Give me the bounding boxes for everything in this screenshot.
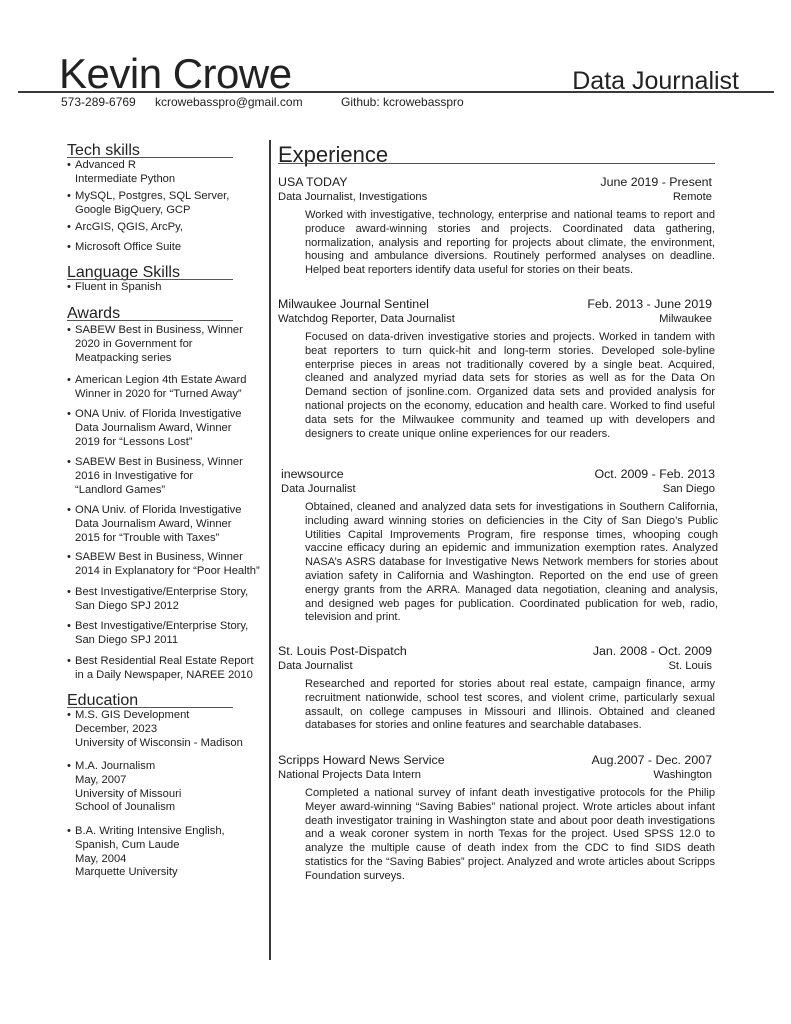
bullet: • (67, 374, 71, 386)
employer-name: USA TODAY (278, 175, 348, 189)
item-text (75, 159, 265, 187)
education-item (67, 760, 267, 815)
item-line: 2015 for “Trouble with Taxes” (75, 531, 220, 544)
employer-name: Scripps Howard News Service (278, 753, 445, 767)
item-text (75, 241, 265, 255)
item-line: M.A. Journalism (75, 760, 156, 772)
phone-number: 573-289-6769 (61, 95, 136, 109)
item-line: American Legion 4th Estate Award (75, 374, 247, 386)
item-line: Intermediate Python (75, 172, 176, 185)
bullet: • (67, 551, 71, 563)
job-title: Data Journalist (572, 67, 739, 95)
employer-name: inewsource (281, 467, 344, 481)
item-line: B.A. Writing Intensive English, (75, 825, 225, 837)
employer-name: St. Louis Post-Dispatch (278, 644, 407, 658)
item-text (75, 190, 265, 218)
item-line: May, 2007 (75, 773, 127, 786)
bullet: • (67, 620, 71, 632)
item-line: Meatpacking series (75, 351, 172, 364)
job-description: Obtained, cleaned and analyzed data sets for investigations in Southern California, including award winning stories on deficiencies in the City of San Diego’s Public Utilities Capital Improvements Program, fire response times, whooping cough vaccine efficacy during an epidemic and immunization exemption rates. Analyzed NASA’s ASRS database for Investigative News Network members for stories about aviation safety in California and Washington. Reported on the end use of green energy grants from the ARRA. Managed data negotiation, cleaning and analysis, and designed web pages for publication. Coordinated publication for web, radio, television and print. (305, 501, 718, 624)
job-location: San Diego (662, 483, 715, 495)
item-text (75, 456, 265, 497)
job-header (278, 297, 715, 312)
item-line: in a Daily Newspaper, NAREE 2010 (75, 668, 253, 681)
job-dates: Aug.2007 - Dec. 2007 (591, 753, 712, 767)
education-heading: Education (67, 692, 139, 709)
tech-item (67, 221, 267, 235)
education-item (67, 825, 267, 880)
job-dates: June 2019 - Present (600, 175, 712, 189)
tech-heading: Tech skills (67, 142, 140, 159)
item-text (75, 760, 265, 815)
job-header (278, 644, 715, 659)
item-text (75, 655, 265, 683)
bullet: • (67, 324, 71, 336)
awards-item (67, 456, 267, 497)
job-dates: Jan. 2008 - Oct. 2009 (592, 644, 712, 658)
language-heading-rule (67, 279, 233, 280)
job-subheader (278, 190, 715, 204)
bullet: • (67, 241, 71, 253)
job-header (281, 467, 718, 482)
item-line: Data Journalism Award, Winner (75, 421, 232, 434)
item-line: ONA Univ. of Florida Investigative (75, 504, 242, 516)
awards-item (67, 324, 267, 365)
job-entry (278, 297, 715, 441)
tech-heading-rule (67, 157, 233, 158)
item-text (75, 374, 265, 402)
job-role: Data Journalist (281, 483, 356, 495)
item-line: San Diego SPJ 2012 (75, 599, 179, 612)
awards-heading-rule (67, 320, 233, 321)
job-role: Data Journalist (278, 660, 353, 672)
job-subheader (278, 312, 715, 326)
item-line: May, 2004 (75, 852, 127, 865)
item-line: 2016 in Investigative for (75, 469, 194, 482)
item-line: Microsoft Office Suite (75, 241, 182, 253)
bullet: • (67, 408, 71, 420)
job-role: Watchdog Reporter, Data Journalist (278, 313, 455, 325)
bullet: • (67, 456, 71, 468)
item-line: School of Jounalism (75, 801, 176, 814)
item-line: 2019 for “Lessons Lost” (75, 435, 193, 448)
bullet: • (67, 159, 71, 171)
awards-item (67, 551, 267, 579)
item-line: Winner in 2020 for “Turned Away” (75, 387, 242, 400)
job-header (278, 175, 715, 190)
job-role: National Projects Data Intern (278, 769, 422, 781)
tech-item (67, 241, 267, 255)
item-line: ArcGIS, QGIS, ArcPy, (75, 221, 183, 233)
item-line: Google BigQuery, GCP (75, 203, 191, 216)
github-handle: Github: kcrowebasspro (341, 95, 464, 109)
item-text (75, 281, 265, 295)
bullet: • (67, 281, 71, 293)
column-divider (269, 140, 271, 960)
item-text (75, 504, 265, 545)
item-text (75, 620, 265, 648)
item-line: SABEW Best in Business, Winner (75, 551, 243, 563)
item-line: Marquette University (75, 866, 178, 879)
language-heading: Language Skills (67, 264, 180, 281)
bullet: • (67, 760, 71, 772)
bullet: • (67, 709, 71, 721)
tech-item (67, 159, 267, 187)
job-role: Data Journalist, Investigations (278, 191, 428, 203)
item-line: 2014 in Explanatory for “Poor Health” (75, 564, 260, 577)
job-location: Milwaukee (659, 313, 712, 325)
item-line: Best Investigative/Enterprise Story, (75, 620, 249, 632)
job-subheader (278, 768, 715, 782)
item-line: San Diego SPJ 2011 (75, 633, 179, 646)
job-entry (278, 644, 715, 733)
item-text (75, 709, 265, 750)
item-line: Spanish, Cum Laude (75, 838, 180, 851)
item-line: University of Wisconsin - Madison (75, 736, 243, 749)
awards-item (67, 655, 267, 683)
bullet: • (67, 221, 71, 233)
bullet: • (67, 586, 71, 598)
job-dates: Feb. 2013 - June 2019 (587, 297, 712, 311)
item-line: MySQL, Postgres, SQL Server, (75, 190, 230, 202)
resume-name: Kevin Crowe (59, 50, 292, 97)
header-divider (18, 91, 774, 93)
job-entry (281, 467, 718, 625)
job-subheader (278, 659, 715, 673)
job-description: Worked with investigative, technology, enterprise and national teams to report and produce award-winning stories and projects. Coordinated data gathering, normalization, analysis and reporting for projects about climate, the environment, housing and ambulance diversions. Routinely performed analyses on deadline. Helped beat reporters identify data useful for stories on their beats. (305, 209, 715, 277)
item-line: SABEW Best in Business, Winner (75, 456, 243, 468)
job-dates: Oct. 2009 - Feb. 2013 (594, 467, 715, 481)
item-text (75, 551, 265, 579)
item-line: Fluent in Spanish (75, 281, 162, 293)
job-description: Completed a national survey of infant death investigative protocols for the Philip Meyer award-winning “Saving Babies” national project. Wrote articles about infant death investigator training in Washington state and about poor death investigations and a weak coroner system in north Texas for the project. Used SPSS 12.0 to analyze the multiple cause of death index from the CDC to find SIDS death statistics for the “Saving Babies” project. Analyzed and wrote articles about Scripps Foundation surveys. (305, 787, 715, 882)
awards-item (67, 408, 267, 449)
item-text (75, 324, 265, 365)
item-line: Best Investigative/Enterprise Story, (75, 586, 249, 598)
education-item (67, 709, 267, 750)
awards-item (67, 504, 267, 545)
education-heading-rule (67, 707, 233, 708)
job-entry (278, 753, 715, 884)
item-text (75, 825, 265, 880)
experience-heading-rule (278, 163, 715, 164)
email-address: kcrowebasspro@gmail.com (155, 95, 303, 109)
job-location: Remote (672, 191, 712, 203)
awards-item (67, 374, 267, 402)
job-header (278, 753, 715, 768)
item-text (75, 221, 265, 235)
item-line: ONA Univ. of Florida Investigative (75, 408, 242, 420)
item-text (75, 586, 265, 614)
item-text (75, 408, 265, 449)
experience-heading: Experience (278, 142, 389, 167)
item-line: Best Residential Real Estate Report (75, 655, 254, 667)
item-line: Data Journalism Award, Winner (75, 517, 232, 530)
job-description: Focused on data-driven investigative stories and projects. Worked in tandem with beat reporters to turn quick-hit and long-term stories. Developed sole-byline enterprise pieces in areas not traditionally covered by a single beat. Acquired, cleaned and analyzed myriad data sets for stories as well as for the Data On Demand section of jsonline.com. Organized data sets and provided analysis for national projects on the economy, education and health care. Worked to find useful data sets for the Milwaukee community and teamed up with developers and designers to create unique online experiences for our readers. (305, 331, 715, 440)
tech-item (67, 190, 267, 218)
item-line: “Landlord Games” (75, 483, 166, 496)
job-subheader (281, 482, 718, 496)
item-line: University of Missouri (75, 787, 182, 800)
item-line: SABEW Best in Business, Winner (75, 324, 243, 336)
employer-name: Milwaukee Journal Sentinel (278, 297, 429, 311)
item-line: 2020 in Government for (75, 337, 193, 350)
item-line: December, 2023 (75, 722, 158, 735)
awards-item (67, 586, 267, 614)
bullet: • (67, 825, 71, 837)
job-description: Researched and reported for stories about real estate, campaign finance, army recruitment nationwide, school test scores, and violent crime, particularly sexual assault, on college campuses in Missouri and Illinois. Obtained and cleaned databases for stories and online features and searchable databases. (305, 678, 715, 732)
awards-item (67, 620, 267, 648)
bullet: • (67, 190, 71, 202)
bullet: • (67, 655, 71, 667)
bullet: • (67, 504, 71, 516)
language-item (67, 281, 267, 295)
job-location: St. Louis (668, 660, 712, 672)
item-line: M.S. GIS Development (75, 709, 190, 721)
item-line: Advanced R (75, 159, 136, 171)
job-entry (278, 175, 715, 278)
job-location: Washington (653, 769, 712, 781)
awards-heading: Awards (67, 305, 121, 322)
